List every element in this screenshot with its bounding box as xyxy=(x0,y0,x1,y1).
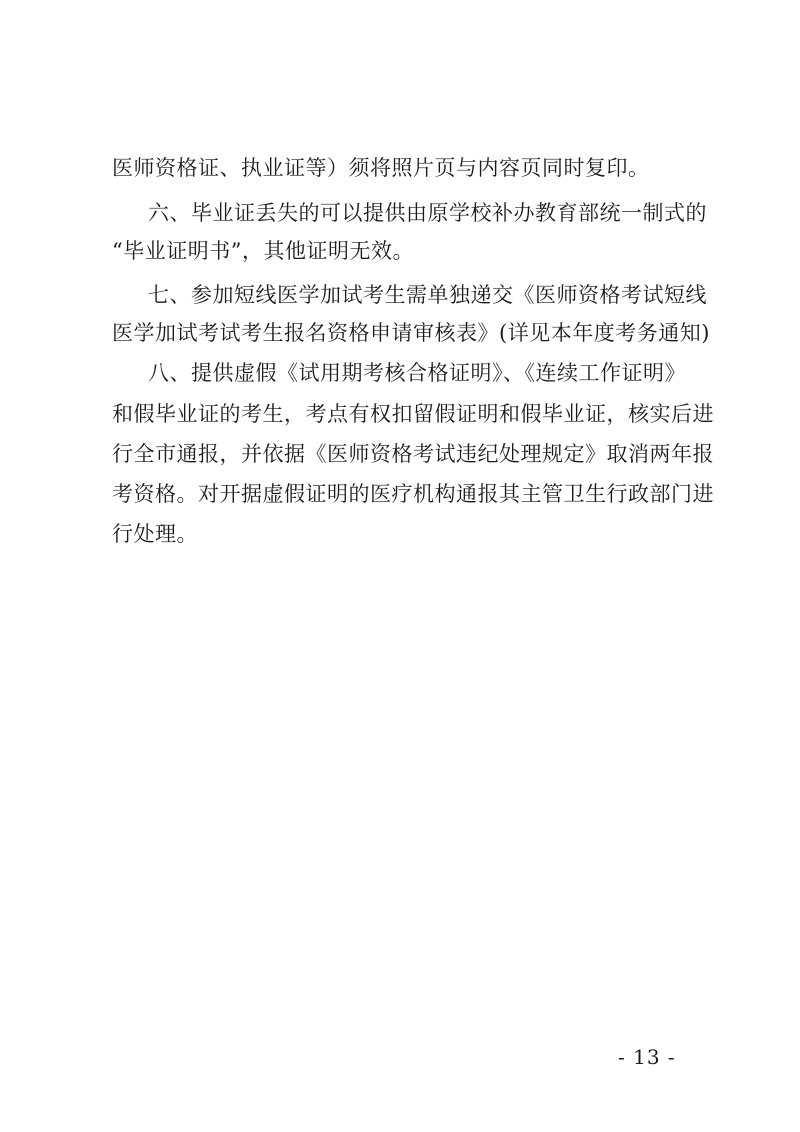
text-line-1: 医师资格证、执业证等）须将照片页与内容页同时复印。 xyxy=(112,156,650,180)
text-line-8: 行全市通报，并依据《医师资格考试违纪处理规定》取消两年报 xyxy=(112,442,714,466)
page-number: - 13 - xyxy=(618,1045,676,1069)
text-line-3: “毕业证明书”，其他证明无效。 xyxy=(112,239,414,263)
text-line-5: 医学加试考试考生报名资格申请审核表》(详见本年度考务通知) xyxy=(112,321,710,345)
text-line-10: 行处理。 xyxy=(112,522,198,546)
text-line-9: 考资格。对开据虚假证明的医疗机构通报其主管卫生行政部门进 xyxy=(112,482,714,506)
text-line-2: 六、毕业证丢失的可以提供由原学校补办教育部统一制式的 xyxy=(148,201,707,225)
text-line-6: 八、提供虚假《试用期考核合格证明》、《连续工作证明》 xyxy=(148,361,686,385)
text-line-4: 七、参加短线医学加试考生需单独递交《医师资格考试短线 xyxy=(148,283,707,307)
text-line-7: 和假毕业证的考生，考点有权扣留假证明和假毕业证，核实后进 xyxy=(112,402,714,426)
